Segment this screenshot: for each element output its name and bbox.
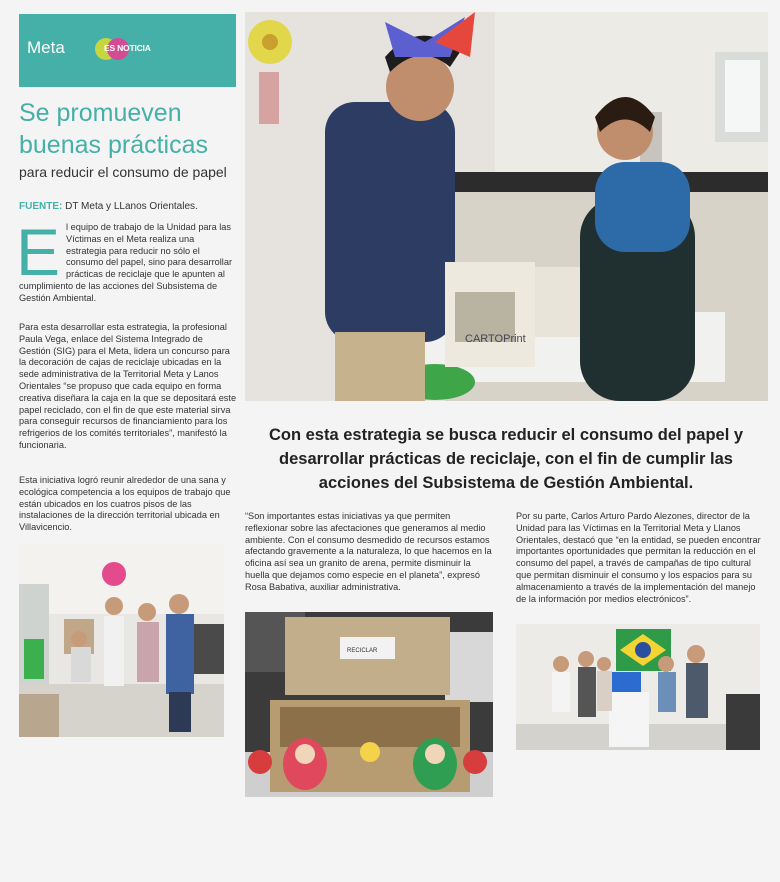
recycle-box-label: RECICLAR: [347, 648, 378, 654]
paragraph-right: Por su parte, Carlos Arturo Pardo Alezones, director de la Unidad para las Víctimas en la Territorial Meta y Llanos Orientales, destacó que “en la entidad, se pueden encontrar importantes oportunidades que permitan la reducción en el consumo del papel, a través de campañas de tipo cultural que permitan disminuir el consumo y los espacios para su almacenamiento a través de la implementación del manejo de la información por medios electrónicos”.: [516, 511, 761, 604]
drop-cap: E: [16, 215, 61, 289]
main-box-brand: CARTOPrint: [465, 333, 526, 345]
recycling-box-photo: [245, 612, 493, 797]
team-flag-photo: [516, 624, 760, 750]
es-noticia-logo: [95, 38, 149, 62]
team-flag-illustration: [516, 624, 760, 750]
section-label: Meta: [27, 38, 65, 57]
paragraph-2: Para esta desarrollar esta estrategia, la profesional Paula Vega, enlace del Sistema Integrado de Gestión (SIG) para el Meta, lidera un concurso para la decoración de cajas de reciclaje ubicadas en la sede administrativa de la Territorial Meta y Lanos Orientales “se propuso que cada equipo en forma creativa diseñara la caja en la que se depositará este papel reciclado, con el fin de que este material sirva para conseguir recursos de financiamiento para los refrigerios de los comités territoriales”, manifestó la funcionaria.: [19, 322, 237, 450]
logo-text: ES NOTICIA: [104, 43, 151, 53]
source-label: FUENTE:: [19, 201, 63, 212]
paragraph-3: Esta iniciativa logró reunir alrededor de una sana y ecológica competencia a los equipos de trabajo que están ubicados en los cuatros pisos de las instalaciones de la dirección territorial ubicada en Villavicencio.: [19, 475, 231, 533]
office-group-photo: [19, 544, 224, 737]
section-header-band: [19, 14, 236, 87]
source-value: DT Meta y LLanos Orientales.: [62, 201, 198, 212]
lead-paragraph: [16, 215, 237, 305]
article-title: [19, 97, 239, 161]
lead-text: l equipo de trabajo de la Unidad para las Víctimas en el Meta realiza una estrategia para reducir no sólo el consumo del papel, sino para desarrollar prácticas de reciclaje que le apunten al cumplimiento de las acciones del Subsistema de Gestión Ambiental.: [19, 222, 233, 303]
title-line-1: Se promueven: [19, 99, 182, 127]
title-line-2: buenas prácticas: [19, 131, 209, 159]
recycling-box-illustration: [245, 612, 493, 797]
article-subtitle: para reducir el consumo de papel: [19, 164, 227, 180]
main-photo: [245, 12, 768, 401]
main-photo-illustration: [245, 12, 768, 401]
office-group-illustration: [19, 544, 224, 737]
paragraph-mid: “Son importantes estas iniciativas ya que permiten reflexionar sobre las afectaciones que generamos al medio ambiente. Con el consumo desmedido de recursos estamos afectando gravemente a la naturaleza, lo que hacemos en la oficina así sea un granito de arena, permite disminuir la huella que dejamos como especie en el planeta”, expresó Rosa Babativa, auxiliar administrativa.: [245, 511, 492, 592]
article-source: [19, 201, 198, 212]
pull-quote: Con esta estrategia se busca reducir el consumo del papel y desarrollar prácticas de reciclaje, con el fin de cumplir las acciones del Subsistema de Gestión Ambiental.: [268, 426, 744, 492]
